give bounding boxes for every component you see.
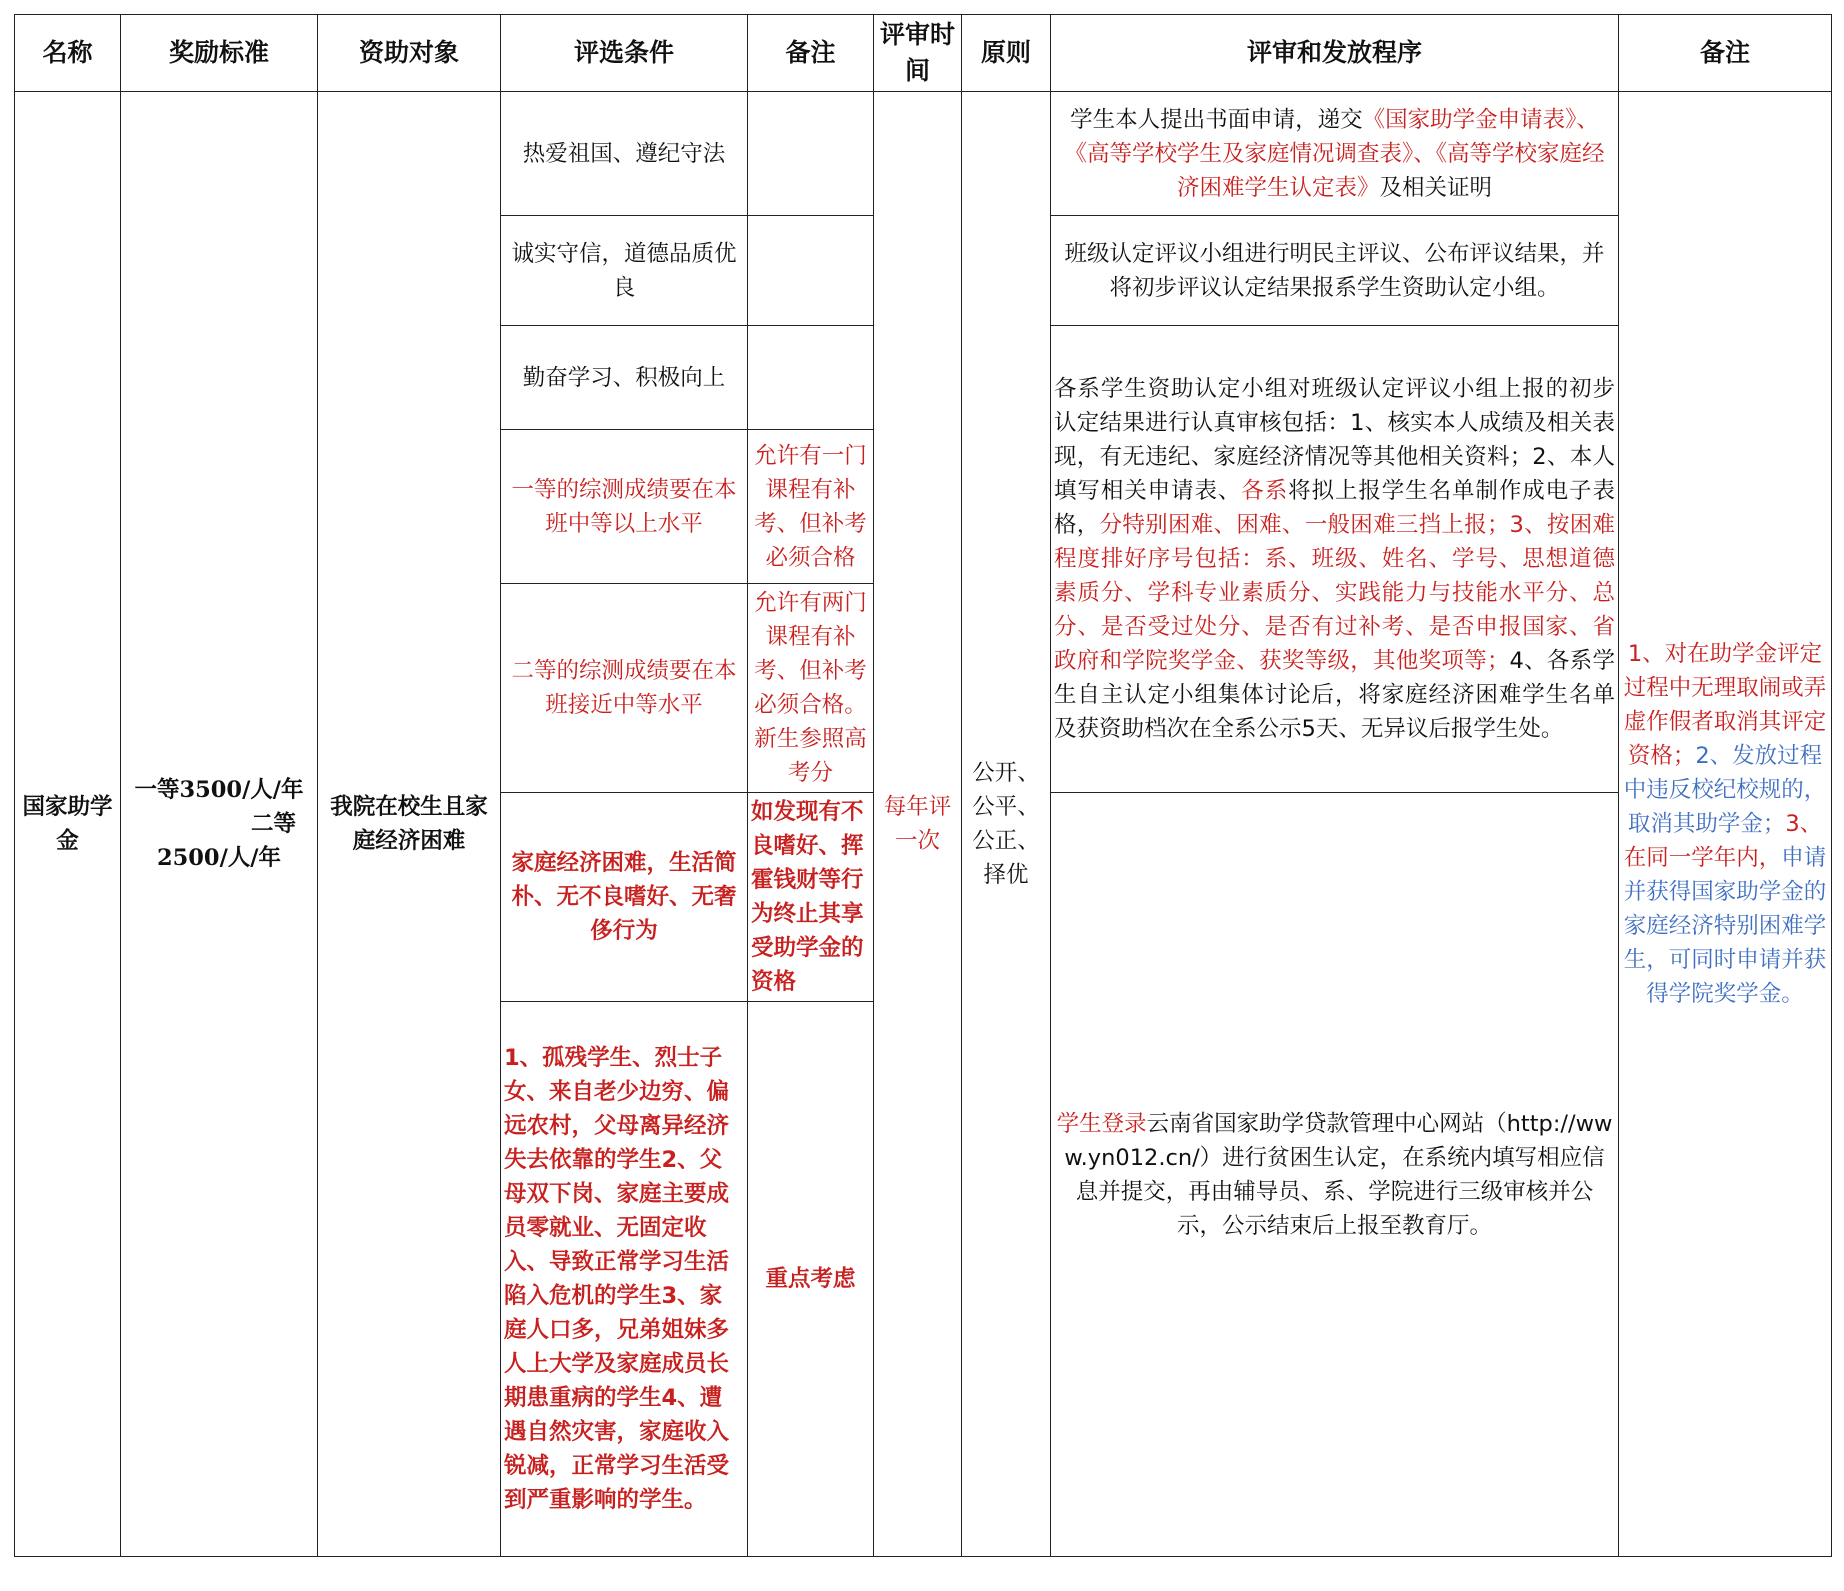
procedure-step1-intro: 学生本人提出书面申请，递交 bbox=[1070, 106, 1363, 133]
procedure-step2: 班级认定评议小组进行明民主评议、公布评议结果，并将初步评议认定结果报系学生资助认定小组。 bbox=[1051, 216, 1619, 326]
header-principle: 原则 bbox=[962, 15, 1051, 92]
condition-cell: 家庭经济困难，生活简朴、无不良嗜好、无奢侈行为 bbox=[501, 793, 748, 1002]
grant-name-cell: 国家助学金 bbox=[15, 92, 121, 1557]
condition-note-cell: 允许有一门课程有补考、但补考必须合格 bbox=[748, 430, 874, 584]
condition-note-cell: 允许有两门课程有补考、但补考必须合格。新生参照高考分 bbox=[748, 584, 874, 793]
condition-note-cell bbox=[748, 216, 874, 326]
remarks-part4: 申请并获得国家助学金的家庭经济特别困难学生， bbox=[1623, 845, 1827, 973]
header-remarks: 备注 bbox=[1619, 15, 1832, 92]
procedure-step4 bbox=[1051, 793, 1619, 1557]
review-time-cell: 每年评一次 bbox=[874, 92, 962, 1557]
standard-line1: 一等3500/人/年 bbox=[134, 777, 304, 803]
target-cell: 我院在校生且家庭经济困难 bbox=[318, 92, 501, 1557]
condition-cell: 一等的综测成绩要在本班中等以上水平 bbox=[501, 430, 748, 584]
condition-note-cell: 如发现有不良嗜好、挥霍钱财等行为终止其享受助学金的资格 bbox=[748, 793, 874, 1002]
procedure-step3-intro: 各系学生资助认定小组对班级认定评议小组上报的初步认定结果进行认真审核包括：1、核实本人成绩及相关表现，有无违纪、家庭经济情况等其他相关资料；2、本人填写相关申请表、 bbox=[1054, 376, 1615, 504]
aid-table-wrapper bbox=[14, 14, 1832, 1557]
table-row bbox=[15, 92, 1832, 216]
condition-note-cell: 重点考虑 bbox=[748, 1002, 874, 1557]
national-grant-table bbox=[14, 14, 1832, 1557]
procedure-step3 bbox=[1051, 326, 1619, 793]
procedure-step3-excel: 将拟上报学生名单制作成电子表格， bbox=[1054, 478, 1615, 538]
header-target: 资助对象 bbox=[318, 15, 501, 92]
condition-note-cell bbox=[748, 326, 874, 430]
standard-cell bbox=[121, 92, 318, 1557]
procedure-step1-end: 及相关证明 bbox=[1379, 174, 1493, 201]
header-row bbox=[15, 15, 1832, 92]
procedure-step3-levels: 分特别困难、困难、一般困难三挡上报；3、按困难程度排好序号包括：系、班级、姓名、学号、思想道德素质分、学科专业素质分、实践能力与技能水平分、总分、是否受过处分、是否有过补考、是否申报国家、省政府和学院奖学金、获奖等级，其他奖项等； bbox=[1054, 512, 1615, 674]
procedure-step1 bbox=[1051, 92, 1619, 216]
procedure-step3-publish: 4、各系学生自主认定小组集体讨论后，将家庭经济困难学生名单及获资助档次在全系公示5天、无异议后报学生处。 bbox=[1054, 648, 1615, 742]
standard-line2: 二等 bbox=[250, 811, 296, 837]
header-standard: 奖励标准 bbox=[121, 15, 318, 92]
condition-cell: 热爱祖国、遵纪守法 bbox=[501, 92, 748, 216]
header-name: 名称 bbox=[15, 15, 121, 92]
procedure-step3-dept: 各系 bbox=[1241, 478, 1289, 504]
remarks-part1: 1、对在助学金评定过程中无理取闹或弄虚作假者取消其评定资格； bbox=[1623, 641, 1827, 769]
remarks-cell bbox=[1619, 92, 1832, 1557]
condition-cell: 二等的综测成绩要在本班接近中等水平 bbox=[501, 584, 748, 793]
condition-cell: 勤奋学习、积极向上 bbox=[501, 326, 748, 430]
standard-line3: 2500/人/年 bbox=[156, 845, 282, 871]
remarks-part5: 可同时申请并获得学院奖学金。 bbox=[1646, 947, 1827, 1007]
header-note: 备注 bbox=[748, 15, 874, 92]
header-time: 评审时间 bbox=[874, 15, 962, 92]
condition-cell: 诚实守信，道德品质优良 bbox=[501, 216, 748, 326]
remarks-part3: 3、在同一学年内， bbox=[1623, 811, 1823, 871]
principle-cell: 公开、公平、公正、择优 bbox=[962, 92, 1051, 1557]
header-conditions: 评选条件 bbox=[501, 15, 748, 92]
procedure-step4-login: 学生登录 bbox=[1056, 1110, 1147, 1137]
procedure-step4-site: 云南省国家助学贷款管理中心网站（http://www.yn012.cn/）进行贫困生认定，在系统内填写相应信息并提交，再由辅导员、系、学院进行三级审核并公示，公示结束后上报至教育厅。 bbox=[1064, 1110, 1613, 1239]
remarks-part2: 2、发放过程中违反校纪校规的，取消其助学金； bbox=[1623, 743, 1827, 837]
condition-cell: 1、孤残学生、烈士子女、来自老少边穷、偏远农村，父母离异经济失去依靠的学生2、父母双下岗、家庭主要成员零就业、无固定收入、导致正常学习生活陷入危机的学生3、家庭人口多，兄弟姐妹多人上大学及家庭成员长期患重病的学生4、遭遇自然灾害，家庭收入锐减，正常学习生活受到严重影响的学生。 bbox=[501, 1002, 748, 1557]
procedure-step1-forms: 《国家助学金申请表》、《高等学校学生及家庭情况调查表》、《高等学校家庭经济困难学生认定表》 bbox=[1064, 106, 1605, 201]
header-procedure: 评审和发放程序 bbox=[1051, 15, 1619, 92]
condition-note-cell bbox=[748, 92, 874, 216]
